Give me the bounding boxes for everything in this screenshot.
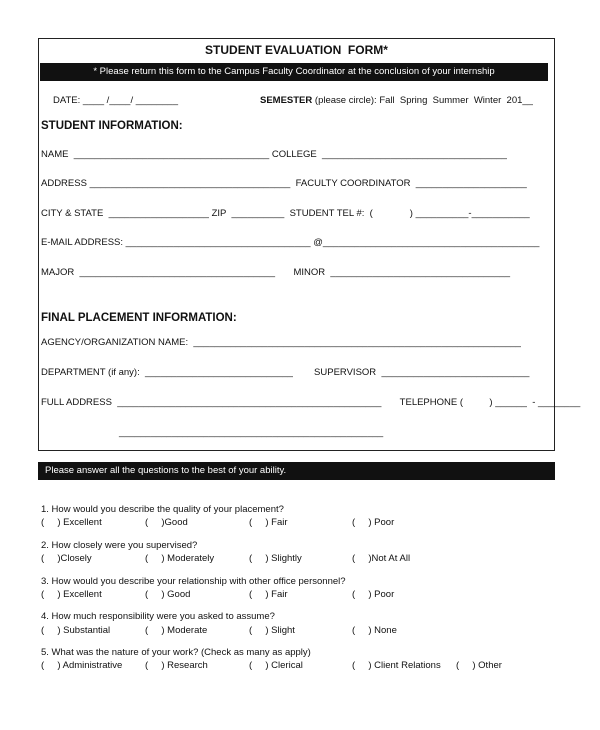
name-college-row[interactable]: NAME _____________________________________ COLLEGE ___________________________________: [41, 149, 507, 160]
form-title: STUDENT EVALUATION FORM*: [205, 43, 388, 57]
q3-option-excellent[interactable]: ( ) Excellent: [41, 589, 102, 600]
q1-option-poor[interactable]: ( ) Poor: [352, 517, 395, 528]
return-notice-bar: * Please return this form to the Campus Faculty Coordinator at the conclusion of your internship: [40, 63, 548, 81]
question-3-text: 3. How would you describe your relationship with other office personnel?: [41, 576, 346, 587]
semester-field[interactable]: [260, 96, 533, 106]
question-4-text: 4. How much responsibility were you asked to assume?: [41, 611, 275, 622]
q5-option-administrative[interactable]: ( ) Administrative: [41, 660, 123, 671]
semester-options: (please circle): Fall Spring Summer Winter 201__: [314, 95, 533, 106]
q5-option-client-relations[interactable]: ( ) Client Relations: [352, 660, 441, 671]
q2-option-closely[interactable]: ( )Closely: [41, 553, 92, 564]
q5-option-research[interactable]: ( ) Research: [145, 660, 208, 671]
agency-row[interactable]: AGENCY/ORGANIZATION NAME: ______________________________________________________________: [41, 337, 521, 348]
full-address-telephone-row[interactable]: FULL ADDRESS __________________________________________________ TELEPHONE ( ) ______ - ________: [41, 397, 581, 408]
question-5-text: 5. What was the nature of your work? (Check as many as apply): [41, 647, 311, 658]
date-field[interactable]: DATE: ____ /____/ ________: [53, 95, 179, 106]
placement-information-heading: FINAL PLACEMENT INFORMATION:: [41, 312, 237, 324]
q4-option-substantial[interactable]: ( ) Substantial: [41, 625, 111, 636]
q3-option-poor[interactable]: ( ) Poor: [352, 589, 395, 600]
q4-option-slight[interactable]: ( ) Slight: [249, 625, 295, 636]
q2-option-moderately[interactable]: ( ) Moderately: [145, 553, 215, 564]
city-zip-tel-row[interactable]: CITY & STATE ___________________ ZIP __________ STUDENT TEL #: ( ) __________-___________: [41, 208, 530, 219]
q1-option-fair[interactable]: ( ) Fair: [249, 517, 288, 528]
q4-option-none[interactable]: ( ) None: [352, 625, 397, 636]
address-coordinator-row[interactable]: ADDRESS ______________________________________ FACULTY COORDINATOR _____________________: [41, 178, 527, 189]
q1-option-excellent[interactable]: ( ) Excellent: [41, 517, 102, 528]
q4-option-moderate[interactable]: ( ) Moderate: [145, 625, 208, 636]
q3-option-good[interactable]: ( ) Good: [145, 589, 191, 600]
q1-option-good[interactable]: ( )Good: [145, 517, 188, 528]
full-address-second-line[interactable]: __________________________________________________: [119, 427, 384, 438]
q2-option-slightly[interactable]: ( ) Slightly: [249, 553, 302, 564]
student-information-heading: STUDENT INFORMATION:: [41, 120, 183, 132]
q2-option-not-at-all[interactable]: ( )Not At All: [352, 553, 411, 564]
question-1-text: 1. How would you describe the quality of your placement?: [41, 504, 284, 515]
q5-option-clerical[interactable]: ( ) Clerical: [249, 660, 303, 671]
email-row[interactable]: E-MAIL ADDRESS: ___________________________________ @_________________________________________: [41, 237, 540, 248]
instruction-bar: Please answer all the questions to the best of your ability.: [38, 462, 555, 480]
department-supervisor-row[interactable]: DEPARTMENT (if any): ____________________________ SUPERVISOR ____________________________: [41, 367, 530, 378]
semester-label: SEMESTER: [260, 95, 313, 106]
major-minor-row[interactable]: MAJOR _____________________________________ MINOR __________________________________: [41, 267, 511, 278]
q5-option-other[interactable]: ( ) Other: [456, 660, 502, 671]
q3-option-fair[interactable]: ( ) Fair: [249, 589, 288, 600]
question-2-text: 2. How closely were you supervised?: [41, 540, 198, 551]
